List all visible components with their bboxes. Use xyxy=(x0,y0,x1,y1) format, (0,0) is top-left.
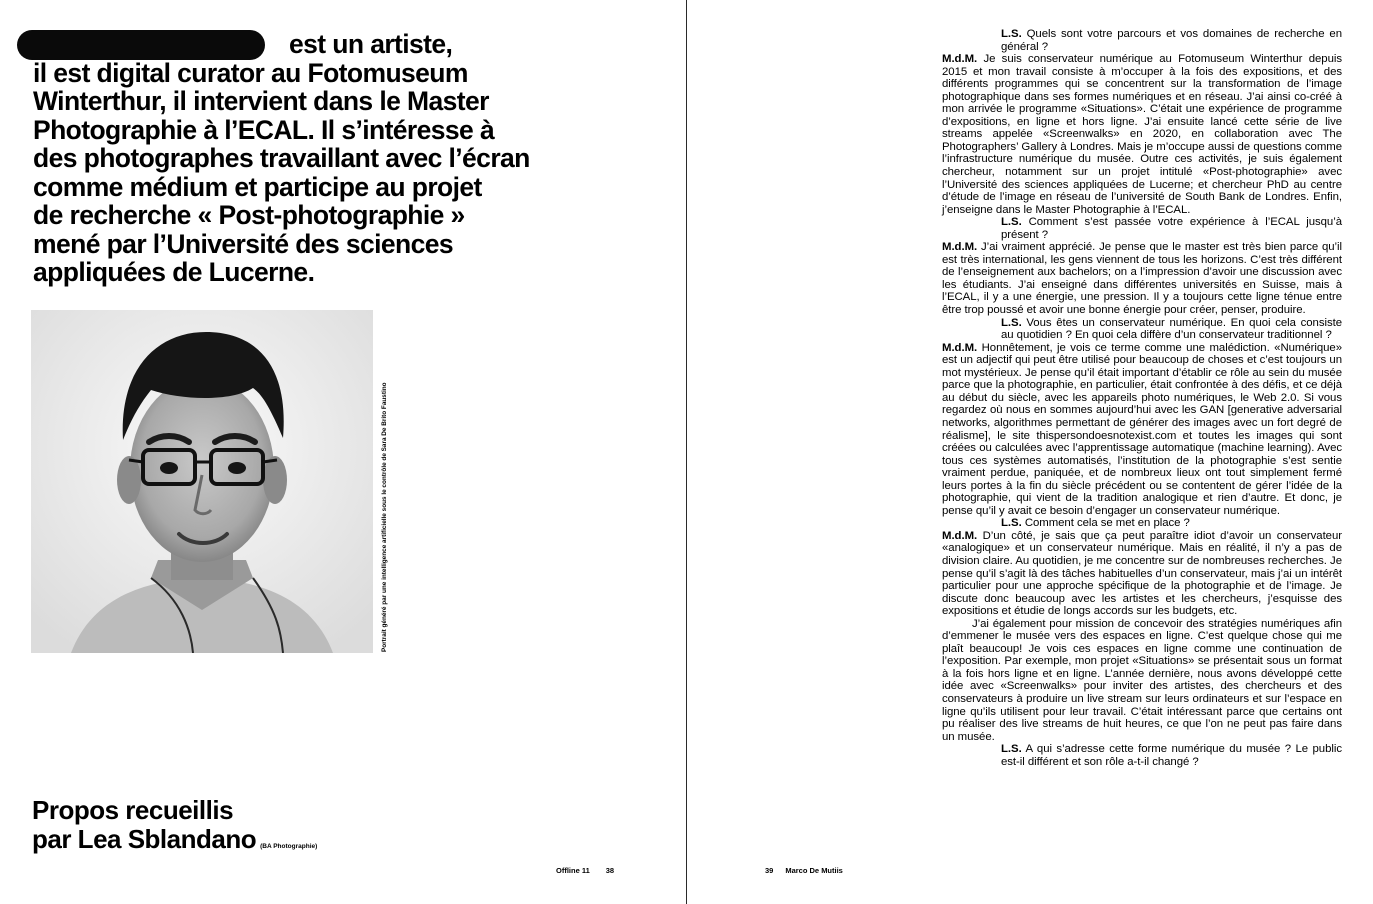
speaker-label: L.S. xyxy=(1001,517,1022,530)
byline-author: par Lea Sblandano xyxy=(32,824,257,854)
interview-question xyxy=(942,28,1342,53)
intro-line: comme médium et participe au projet xyxy=(33,171,482,202)
speaker-label: M.d.M. xyxy=(942,53,978,66)
right-page xyxy=(687,0,1373,904)
interview-text-body: J’ai vraiment apprécié. Je pense que le master est très bien parce qu’il est très international, les gens viennent de tous les horizons. C’est très différent de l’enseignement aux bachelors; on a l’impression d’avoir une discussion avec les étudiants. J’ai enseigné dans différentes universités en Suisse, mais à l’ECAL, il y a une énergie, une pression. Il y a toujours cette ligne ténue entre être trop poussé et avoir une bonne énergie pour créer, penser, produire. xyxy=(942,241,1342,317)
interview-text-body: Je suis conservateur numérique au Fotomuseum Winterthur depuis 2015 et mon travail consiste à m’occuper à la fois des expositions, et des différents programmes qui se concentrent sur la transformation de l’image photographique dans ses formes numériques et en réseau. J’ai ainsi co-créé à mon arrivée le programme «Situations». C’était une expérience de programme d’expositions, en ligne et hors ligne. J’ai ensuite lancé cette série de live streams appelée «Screenwalks» en 2020, en collaboration avec The Photographers’ Gallery à Londres. Mais je m’occupe aussi de questions comme l’infrastructure numérique du musée. Outre ces activités, je suis également chercheur, notamment sur un projet intitulé «Post-photographie» avec l’Université des sciences appliquées de Lucerne; et chercheur PhD au centre d’étude de l’image en réseau de l’université de South Bank de Londres. Enfin, j’enseigne dans le Master Photographie à l’ECAL. xyxy=(942,53,1342,216)
intro-line: Winterthur, il intervient dans le Master xyxy=(33,86,489,116)
speaker-label: L.S. xyxy=(1001,743,1022,756)
page-number: 39 xyxy=(765,866,774,875)
magazine-name: Offline 11 xyxy=(556,866,590,875)
speaker-label: L.S. xyxy=(1001,316,1022,329)
interview-text-body: Comment cela se met en place ? xyxy=(1024,517,1190,530)
folio-left xyxy=(556,866,614,875)
interview-answer xyxy=(942,530,1342,618)
intro-line: appliquées de Lucerne. xyxy=(33,257,315,287)
interview-text-body: Vous êtes un conservateur numérique. En quoi cela consiste au quotidien ? En quoi cela diffère d’un conservateur traditionnel ? xyxy=(1001,316,1342,342)
interview-answer xyxy=(942,241,1342,316)
interview-answer xyxy=(942,618,1342,743)
speaker-label: M.d.M. xyxy=(942,341,978,354)
intro-line: il est digital curator au Fotomuseum xyxy=(33,57,468,88)
speaker-label: M.d.M. xyxy=(942,241,978,254)
photo-caption xyxy=(380,340,390,652)
interview-text-body: Quels sont votre parcours et vos domaines de recherche en général ? xyxy=(1001,28,1342,53)
interview-answer xyxy=(942,342,1342,518)
intro-line: de recherche « Post-photographie » xyxy=(33,200,465,230)
intro-line: Photographie à l’ECAL. Il s’intéresse à xyxy=(33,114,495,145)
byline-note: (BA Photographie) xyxy=(260,843,318,850)
interview-question xyxy=(942,743,1342,768)
portrait-illustration xyxy=(31,310,373,653)
interview-text-body: A qui s’adresse cette forme numérique du musée ? Le public est-il différent et son rôle a-t-il changé ? xyxy=(1001,743,1342,768)
page-number: 38 xyxy=(605,866,615,875)
interview-text-body: Honnêtement, je vois ce terme comme une malédiction. «Numérique» est un adjectif qui peut être utilisé pour beaucoup de choses et c’est toujours un mot mystérieux. Je pense qu’il était important d’établir ce rôle au sein du musée parce que la photographie, en particulier, était confrontée à des défis, et ce déjà au début du siècle, avec les appareils photo numériques, le Web 2.0. Si vous regardez où nous en sommes aujourd’hui avec les GAN [generative adversarial networks, algorithmes permettant de générer des images avec un fort degré de réalisme], le site thispersondoesnotexist.com et toutes les images qui sont créées ou calculées avec l’apprentissage automatique (machine learning). Avec tous ces systèmes automatisés, l’institution de la photographie s’est sentie vraiment perdue, paniquée, et de nombreux lieux ont tout simplement fermé leurs portes à la fin du siècle précédent ou se contentent de gérer l’idée de la photographie, qui vient de la tradition analogique et rien d’autre. Et donc, je pense qu’il y avait ce besoin d’engager un conservateur numérique. xyxy=(942,341,1342,517)
interview-question xyxy=(942,317,1342,342)
photo-caption-text: Portrait généré par une intelligence artificielle sous le contrôle de Sara De Brito Faustino xyxy=(381,382,388,652)
interview-text-body: D’un côté, je sais que ça peut paraître idiot d’avoir un conservateur «analogique» et un conservateur numérique. Mais en réalité, il n’y a pas de division claire. Au quotidien, je me concentre sur de nombreuses recherches. Je pense qu’il s’agit là des tâches habituelles d’un conservateur, mais j’ai un intérêt particulier pour une approche spécifique de la photographie et de l’image. Je discute donc beaucoup avec les artistes et les chercheurs, j’esquisse des expositions et étudie de longs accords sur les budgets, etc. xyxy=(942,529,1342,618)
interview-text xyxy=(942,28,1342,768)
interview-text-body: Comment s’est passée votre expérience à l’ECAL jusqu’à présent ? xyxy=(1001,216,1342,241)
speaker-label: L.S. xyxy=(1001,216,1022,229)
interview-question xyxy=(942,517,1342,530)
left-page xyxy=(0,0,686,904)
intro-line: des photographes travaillant avec l’écran xyxy=(33,143,530,173)
intro-line: est un artiste, xyxy=(289,29,453,59)
byline xyxy=(32,796,317,861)
byline-line xyxy=(32,825,317,861)
speaker-label: L.S. xyxy=(1001,28,1022,40)
interview-question xyxy=(942,216,1342,241)
subject-name: Marco De Mutiis xyxy=(785,866,843,875)
intro-line: mené par l’Université des sciences xyxy=(33,228,454,259)
portrait-photo xyxy=(31,310,373,653)
interview-answer xyxy=(942,53,1342,216)
speaker-label: M.d.M. xyxy=(942,529,978,542)
intro-text xyxy=(33,30,633,287)
byline-line: Propos recueillis xyxy=(32,795,234,825)
folio-right xyxy=(765,866,843,875)
interview-text-body: J’ai également pour mission de concevoir des stratégies numériques afin d’emmener le musée vers des espaces en ligne. C’est quelque chose qui me plaît beaucoup! Je vois ces espaces en ligne comme une continuation de l’exposition. Par exemple, mon projet «Situations» se présentait sous un format à la fois hors ligne et en ligne. L’année dernière, nous avons développé cette idée avec «Screenwalks» pour inviter des artistes, des chercheurs et des conservateurs à produire un live stream sur leurs ordinateurs et sur l’espace en ligne qu’ils utilisent pour leur travail. C’était intéressant parce que certains ont pu réaliser des live streams de huit heures, ce que l’on ne peut pas faire dans un musée. xyxy=(942,617,1342,743)
